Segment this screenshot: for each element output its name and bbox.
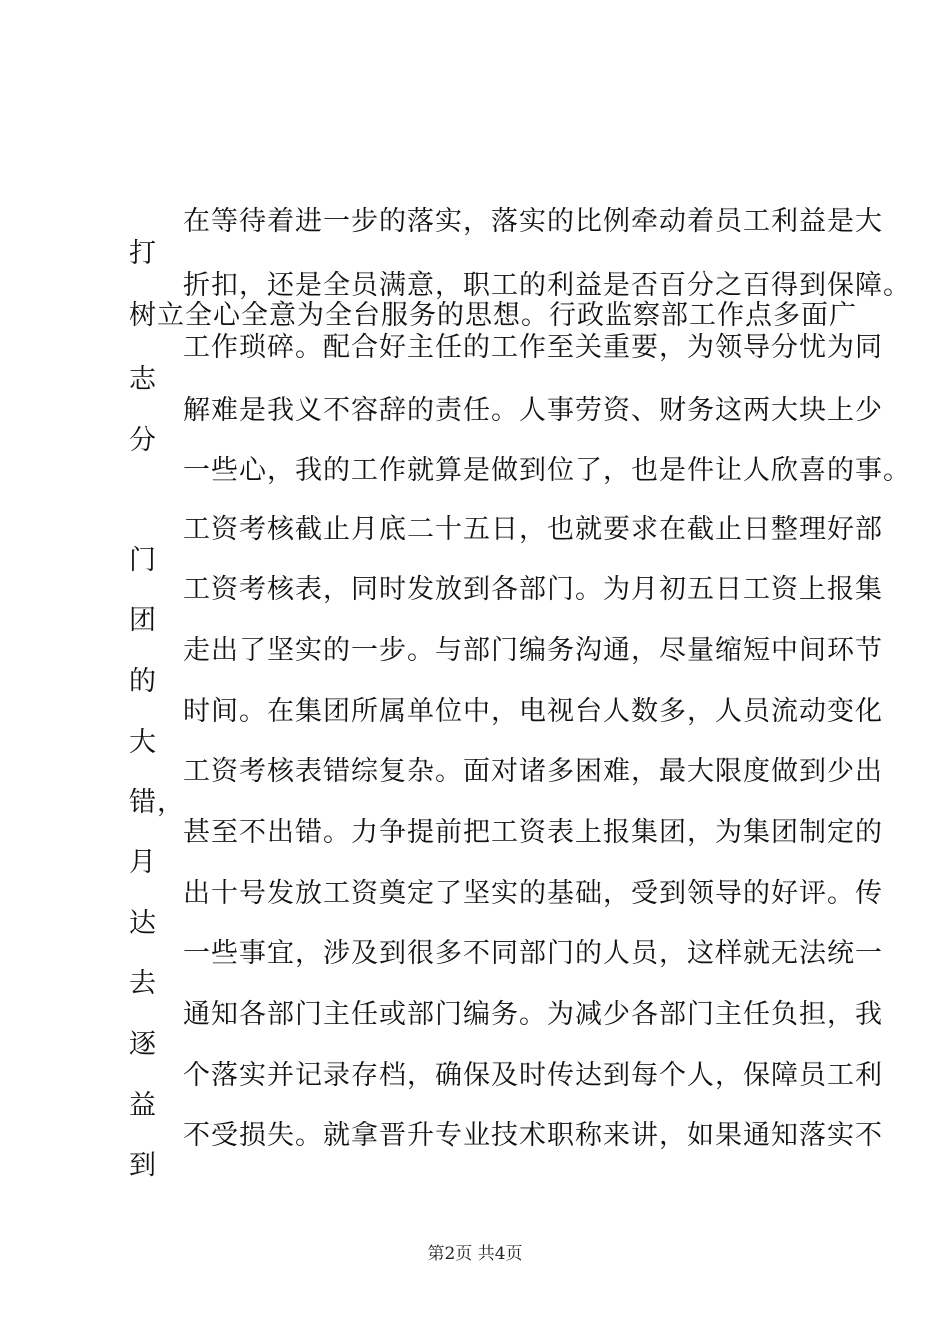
text-line: 时间。在集团所属单位中，电视台人数多，人员流动变化 xyxy=(183,696,883,727)
page-number-footer: 第2页 共4页 xyxy=(427,1244,523,1264)
text-line: 甚至不出错。力争提前把工资表上报集团，为集团制定的 xyxy=(183,817,883,848)
text-line: 通知各部门主任或部门编务。为减少各部门主任负担，我 xyxy=(183,999,883,1030)
text-line: 在等待着进一步的落实，落实的比例牵动着员工利益是大 xyxy=(183,206,883,237)
text-line: 达 xyxy=(129,908,157,939)
text-line: 益 xyxy=(129,1090,157,1121)
text-line: 志 xyxy=(129,364,157,395)
text-line: 走出了坚实的一步。与部门编务沟通，尽量缩短中间环节 xyxy=(183,635,883,666)
text-line: 去 xyxy=(129,968,157,999)
text-line: 一些心，我的工作就算是做到位了，也是件让人欣喜的事。 xyxy=(183,455,911,486)
text-line: 分 xyxy=(129,425,157,456)
text-line: 错， xyxy=(129,787,185,818)
text-line: 工作琐碎。配合好主任的工作至关重要，为领导分忧为同 xyxy=(183,332,883,363)
text-line: 不受损失。就拿晋升专业技术职称来讲，如果通知落实不 xyxy=(183,1120,883,1151)
text-line: 工资考核表错综复杂。面对诸多困难，最大限度做到少出 xyxy=(183,756,883,787)
text-line: 出十号发放工资奠定了坚实的基础，受到领导的好评。传 xyxy=(183,878,883,909)
text-line: 月 xyxy=(129,847,157,878)
text-line: 大 xyxy=(129,727,157,758)
text-line: 个落实并记录存档，确保及时传达到每个人，保障员工利 xyxy=(183,1060,883,1091)
text-line: 树立全心全意为全台服务的思想。行政监察部工作点多面广 xyxy=(129,300,857,331)
text-line: 工资考核表，同时发放到各部门。为月初五日工资上报集 xyxy=(183,574,883,605)
text-line: 到 xyxy=(129,1150,157,1181)
text-line: 解难是我义不容辞的责任。人事劳资、财务这两大块上少 xyxy=(183,395,883,426)
text-line: 一些事宜，涉及到很多不同部门的人员，这样就无法统一 xyxy=(183,938,883,969)
text-line: 工资考核截止月底二十五日，也就要求在截止日整理好部 xyxy=(183,514,883,545)
text-line: 的 xyxy=(129,666,157,697)
text-line: 门 xyxy=(129,545,157,576)
text-line: 团 xyxy=(129,605,157,636)
text-line: 折扣，还是全员满意，职工的利益是否百分之百得到保障。 xyxy=(183,270,911,301)
text-line: 打 xyxy=(129,238,157,269)
text-line: 逐 xyxy=(129,1029,157,1060)
